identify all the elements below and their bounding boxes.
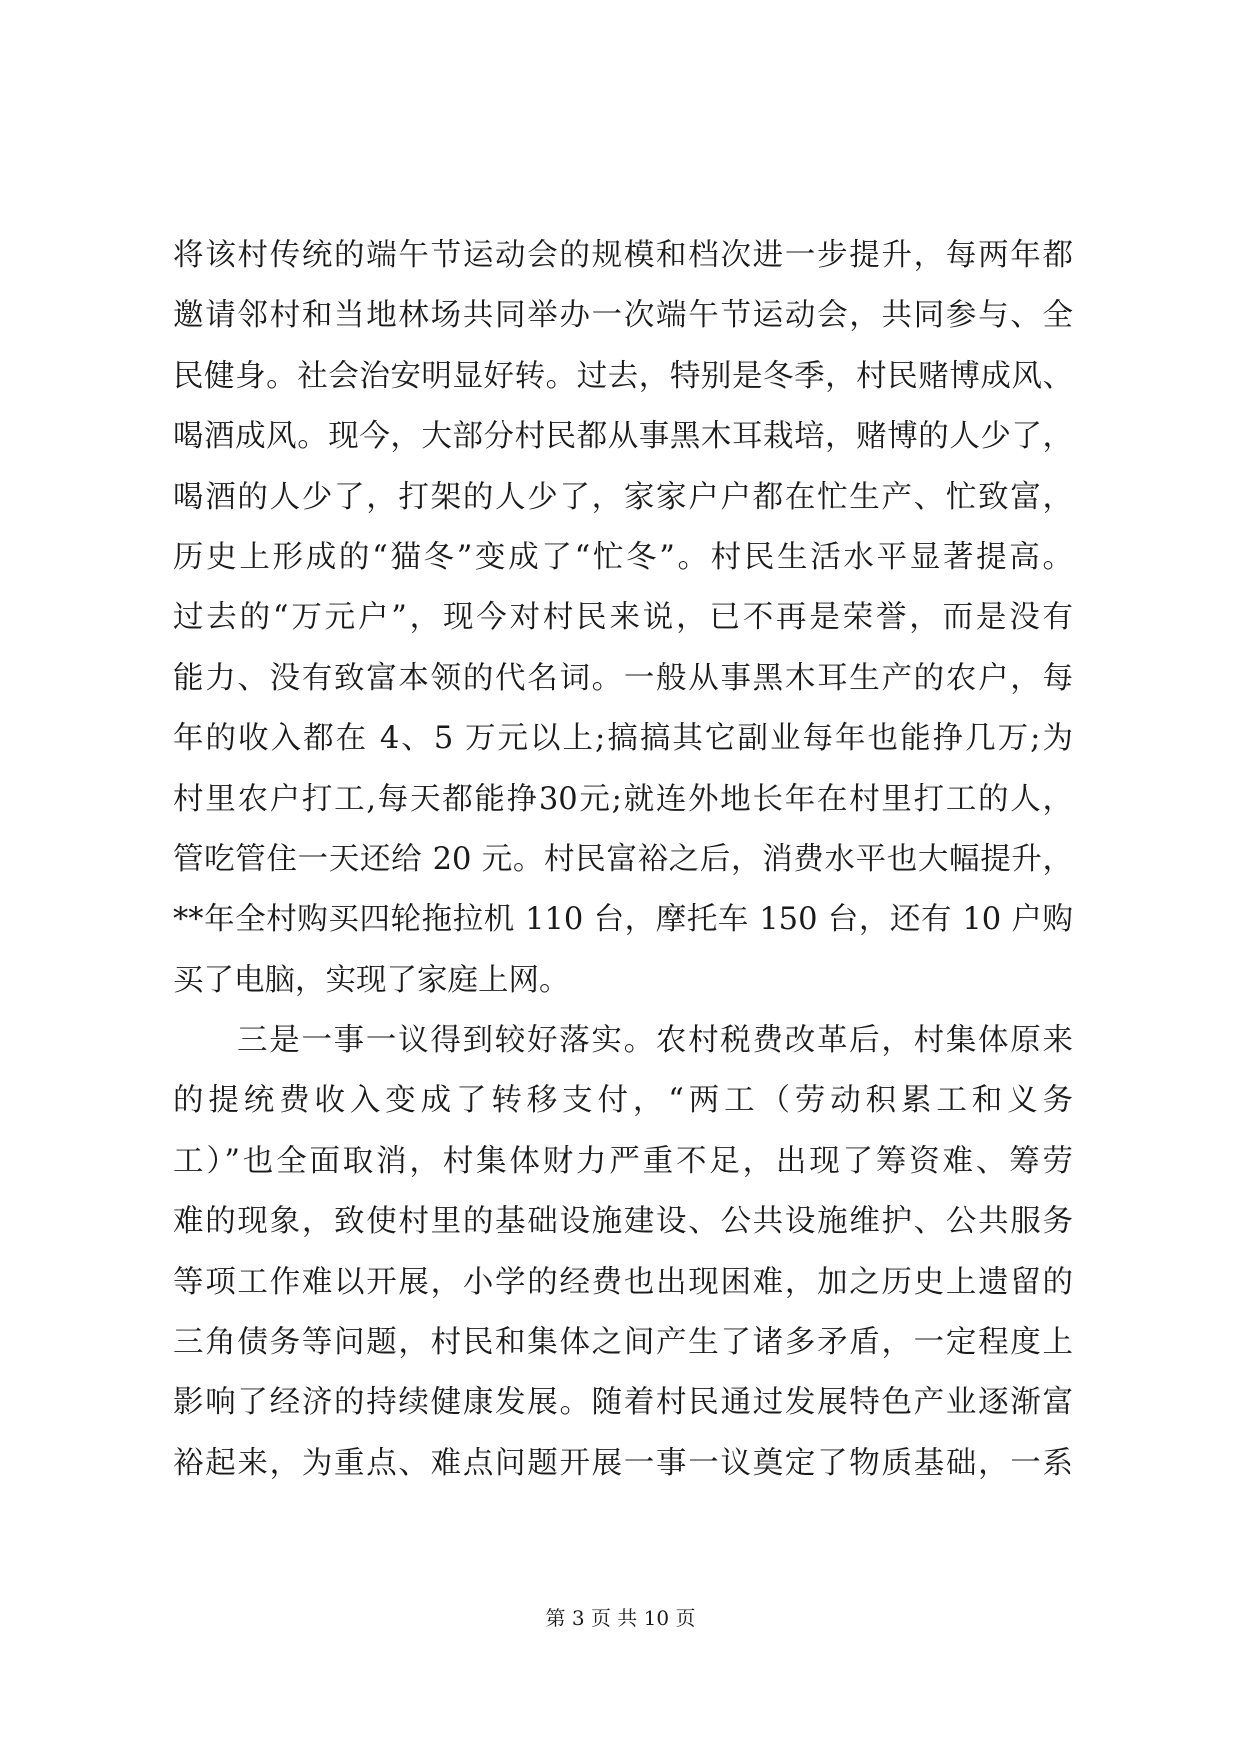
text-line: 邀请邻村和当地林场共同举办一次端午节运动会，共同参与、全 xyxy=(173,298,1073,334)
text-line: 工）”也全面取消，村集体财力严重不足，出现了筹资难、筹劳 xyxy=(173,1143,1073,1179)
text-line: 等项工作难以开展，小学的经费也出现困难，加之历史上遗留的 xyxy=(173,1264,1073,1300)
text-line: 民健身。社会治安明显好转。过去，特别是冬季，村民赌博成风、 xyxy=(173,358,1073,394)
text-line: 年的收入都在 4、5 万元以上;搞搞其它副业每年也能挣几万;为 xyxy=(173,721,1073,757)
body-text xyxy=(173,226,1073,1494)
text-line: 历史上形成的“猫冬”变成了“忙冬”。村民生活水平显著提高。 xyxy=(173,539,1073,575)
text-line: 能力、没有致富本领的代名词。一般从事黑木耳生产的农户，每 xyxy=(173,660,1073,696)
page-number-footer: 第 3 页 共 10 页 xyxy=(545,1606,696,1630)
text-line: 的提统费收入变成了转移支付，“两工（劳动积累工和义务 xyxy=(173,1083,1073,1119)
text-line: 喝酒的人少了，打架的人少了，家家户户都在忙生产、忙致富， xyxy=(173,479,1073,515)
text-line: 裕起来，为重点、难点问题开展一事一议奠定了物质基础，一系 xyxy=(173,1445,1073,1481)
text-line: 买了电脑，实现了家庭上网。 xyxy=(173,962,570,998)
text-line: 三角债务等问题，村民和集体之间产生了诸多矛盾，一定程度上 xyxy=(173,1325,1073,1361)
paragraph-1 xyxy=(173,226,1073,1011)
paragraph-2 xyxy=(173,1011,1073,1494)
text-line: **年全村购买四轮拖拉机 110 台，摩托车 150 台，还有 10 户购 xyxy=(173,902,1073,938)
text-line: 过去的“万元户”，现今对村民来说，已不再是荣誉，而是没有 xyxy=(173,600,1073,636)
text-line: 影响了经济的持续健康发展。随着村民通过发展特色产业逐渐富 xyxy=(173,1385,1073,1421)
text-line: 难的现象，致使村里的基础设施建设、公共设施维护、公共服务 xyxy=(173,1204,1073,1240)
text-line: 村里农户打工,每天都能挣30元;就连外地长年在村里打工的人， xyxy=(173,781,1073,817)
text-line: 喝酒成风。现今，大部分村民都从事黑木耳栽培，赌博的人少了， xyxy=(173,419,1073,455)
text-line: 将该村传统的端午节运动会的规模和档次进一步提升，每两年都 xyxy=(173,238,1073,273)
text-line: 三是一事一议得到较好落实。农村税费改革后，村集体原来 xyxy=(237,1023,1073,1059)
text-line: 管吃管住一天还给 20 元。村民富裕之后，消费水平也大幅提升， xyxy=(173,841,1073,877)
